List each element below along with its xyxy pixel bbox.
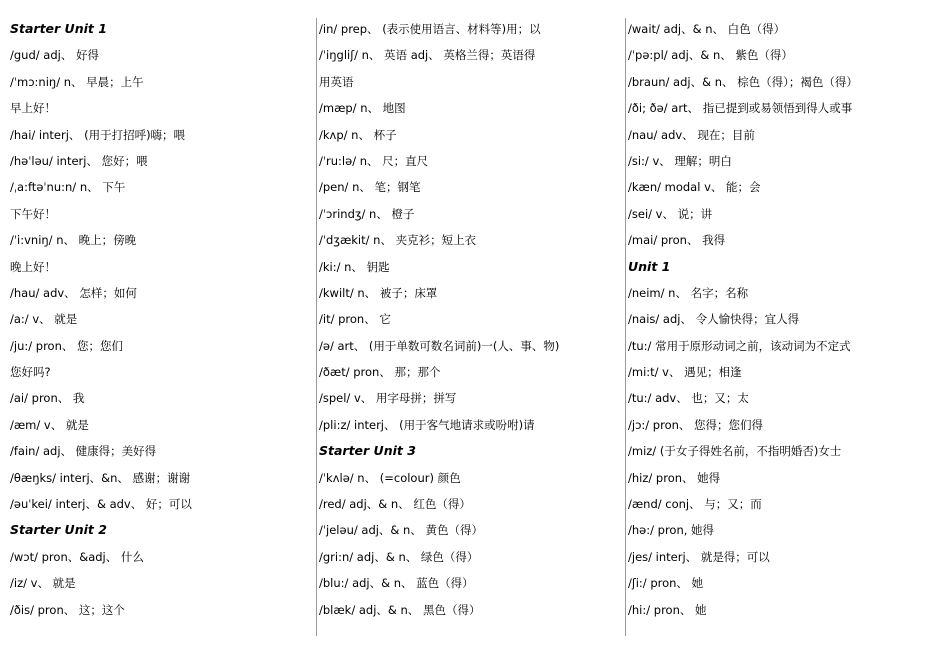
unit-heading: Starter Unit 3 <box>319 443 416 459</box>
vocab-entry: 早上好！ <box>10 101 56 116</box>
vocab-entry: 下午好！ <box>10 206 56 221</box>
vocab-entry: /kæn/ modal v、 能；会 <box>628 180 761 195</box>
vocab-entry: /sei/ v、 说；讲 <box>628 206 713 221</box>
vocab-entry: /ˈjeləu/ adj、& n、 黄色（得） <box>319 523 484 538</box>
vocab-entry: /red/ adj、& n、 红色（得） <box>319 497 471 512</box>
vocab-entry: /pen/ n、 笔；钢笔 <box>319 180 421 195</box>
vocab-entry: /əuˈkei/ interj、& adv、 好；可以 <box>10 497 192 512</box>
vocab-entry: /ðis/ pron、 这；这个 <box>10 602 125 617</box>
vocab-entry: /wɔt/ pron、&adj、 什么 <box>10 549 144 564</box>
vocab-entry: /ˈkʌlə/ n、 (=colour) 颜色 <box>319 470 461 485</box>
vocab-entry: /ˈɔrindʒ/ n、 橙子 <box>319 206 415 221</box>
vocab-entry: /nau/ adv、 现在；目前 <box>628 127 755 142</box>
vocab-entry: /hai/ interj、 (用于打招呼)嗨；喂 <box>10 127 186 142</box>
vocab-entry: /gri:n/ adj、& n、 绿色（得） <box>319 549 479 564</box>
vocab-entry: /ʃi:/ pron、 她 <box>628 576 704 591</box>
vocab-entry: /braun/ adj、& n、 棕色（得）；褐色（得） <box>628 74 858 89</box>
vocab-entry: /mai/ pron、 我得 <box>628 233 726 248</box>
vocab-entry: /mi:t/ v、 遇见；相逢 <box>628 365 742 380</box>
vocab-entry: /tu:/ 常用于原形动词之前，该动词为不定式 <box>628 338 851 353</box>
vocab-entry: /it/ pron、 它 <box>319 312 391 327</box>
vocab-entry: /tu:/ adv、 也；又；太 <box>628 391 749 406</box>
vocab-entry: /blæk/ adj、& n、 黑色（得） <box>319 602 481 617</box>
vocab-entry: /hau/ adv、 怎样；如何 <box>10 285 137 300</box>
column-divider <box>316 18 317 636</box>
unit-heading: Unit 1 <box>628 258 671 274</box>
vocab-entry: /blu:/ adj、& n、 蓝色（得） <box>319 576 474 591</box>
vocab-entry: /θæŋks/ interj、&n、 感谢；谢谢 <box>10 470 191 485</box>
vocab-entry: /neim/ n、 名字；名称 <box>628 285 749 300</box>
vocab-entry: /ˈru:lə/ n、 尺；直尺 <box>319 153 429 168</box>
vocab-entry: /hi:/ pron、 她 <box>628 602 707 617</box>
vocab-entry: /ju:/ pron、 您；您们 <box>10 338 124 353</box>
vocab-entry: /spel/ v、 用字母拼；拼写 <box>319 391 457 406</box>
column-divider <box>625 18 626 636</box>
vocab-entry: /wait/ adj、& n、 白色（得） <box>628 22 786 36</box>
vocab-entry: /jɔ:/ pron、 您得；您们得 <box>628 417 764 432</box>
vocab-entry: /mæp/ n、 地图 <box>319 101 406 116</box>
vocab-entry: /ðæt/ pron、 那；那个 <box>319 365 441 380</box>
unit-heading: Starter Unit 2 <box>10 522 107 538</box>
vocab-column-1 <box>10 16 310 623</box>
vocab-entry: /hə:/ pron, 她得 <box>628 523 715 538</box>
vocab-entry: /ki:/ n、 钥匙 <box>319 259 390 274</box>
vocab-entry: /ə/ art、 (用于单数可数名词前)一(人、事、物) <box>319 338 560 353</box>
vocab-entry: /miz/ (于女子得姓名前，不指明婚否)女士 <box>628 444 842 459</box>
vocab-entry: /iz/ v、 就是 <box>10 576 76 591</box>
vocab-entry: /kʌp/ n、 杯子 <box>319 127 397 142</box>
vocab-column-3 <box>628 16 946 623</box>
vocab-entry: /si:/ v、 理解；明白 <box>628 153 732 168</box>
vocab-entry: /ˌa:ftəˈnu:n/ n、 下午 <box>10 180 126 195</box>
vocab-entry: 用英语 <box>319 74 354 89</box>
vocab-column-2 <box>319 16 619 623</box>
vocab-entry: /gud/ adj、 好得 <box>10 48 99 63</box>
vocab-entry: /ˈiŋgliʃ/ n、 英语 adj、 英格兰得；英语得 <box>319 48 536 63</box>
vocab-entry: /ˈi:vniŋ/ n、 晚上；傍晚 <box>10 233 137 248</box>
vocab-entry: /a:/ v、 就是 <box>10 312 78 327</box>
vocab-entry: 您好吗? <box>10 365 51 380</box>
vocab-entry: /fain/ adj、 健康得；美好得 <box>10 444 157 459</box>
vocab-entry: /æm/ v、 就是 <box>10 417 89 432</box>
vocab-entry: /ˈpə:pl/ adj、& n、 紫色（得） <box>628 48 793 63</box>
vocab-entry: /pli:z/ interj、 (用于客气地请求或吩咐)请 <box>319 417 535 432</box>
vocab-entry: /in/ prep、 (表示使用语言、材料等)用；以 <box>319 22 541 36</box>
vocab-entry: /ði; ðə/ art、 指已提到或易领悟到得人或事 <box>628 101 853 116</box>
vocab-entry: /kwilt/ n、 被子；床罩 <box>319 285 438 300</box>
vocab-entry: /ˈmɔ:niŋ/ n、 早晨；上午 <box>10 74 144 89</box>
unit-heading: Starter Unit 1 <box>10 21 107 36</box>
vocab-entry: /ænd/ conj、 与；又；而 <box>628 497 762 512</box>
vocab-entry: /hiz/ pron、 她得 <box>628 470 721 485</box>
vocab-entry: /ai/ pron、 我 <box>10 391 85 406</box>
vocab-entry: /jes/ interj、 就是得；可以 <box>628 549 770 564</box>
vocab-entry: /ˈdʒækit/ n、 夹克衫；短上衣 <box>319 233 477 248</box>
vocab-entry: /həˈləu/ interj、 您好；喂 <box>10 153 148 168</box>
vocab-entry: /nais/ adj、 令人愉快得；宜人得 <box>628 312 800 327</box>
vocab-entry: 晚上好！ <box>10 259 56 274</box>
